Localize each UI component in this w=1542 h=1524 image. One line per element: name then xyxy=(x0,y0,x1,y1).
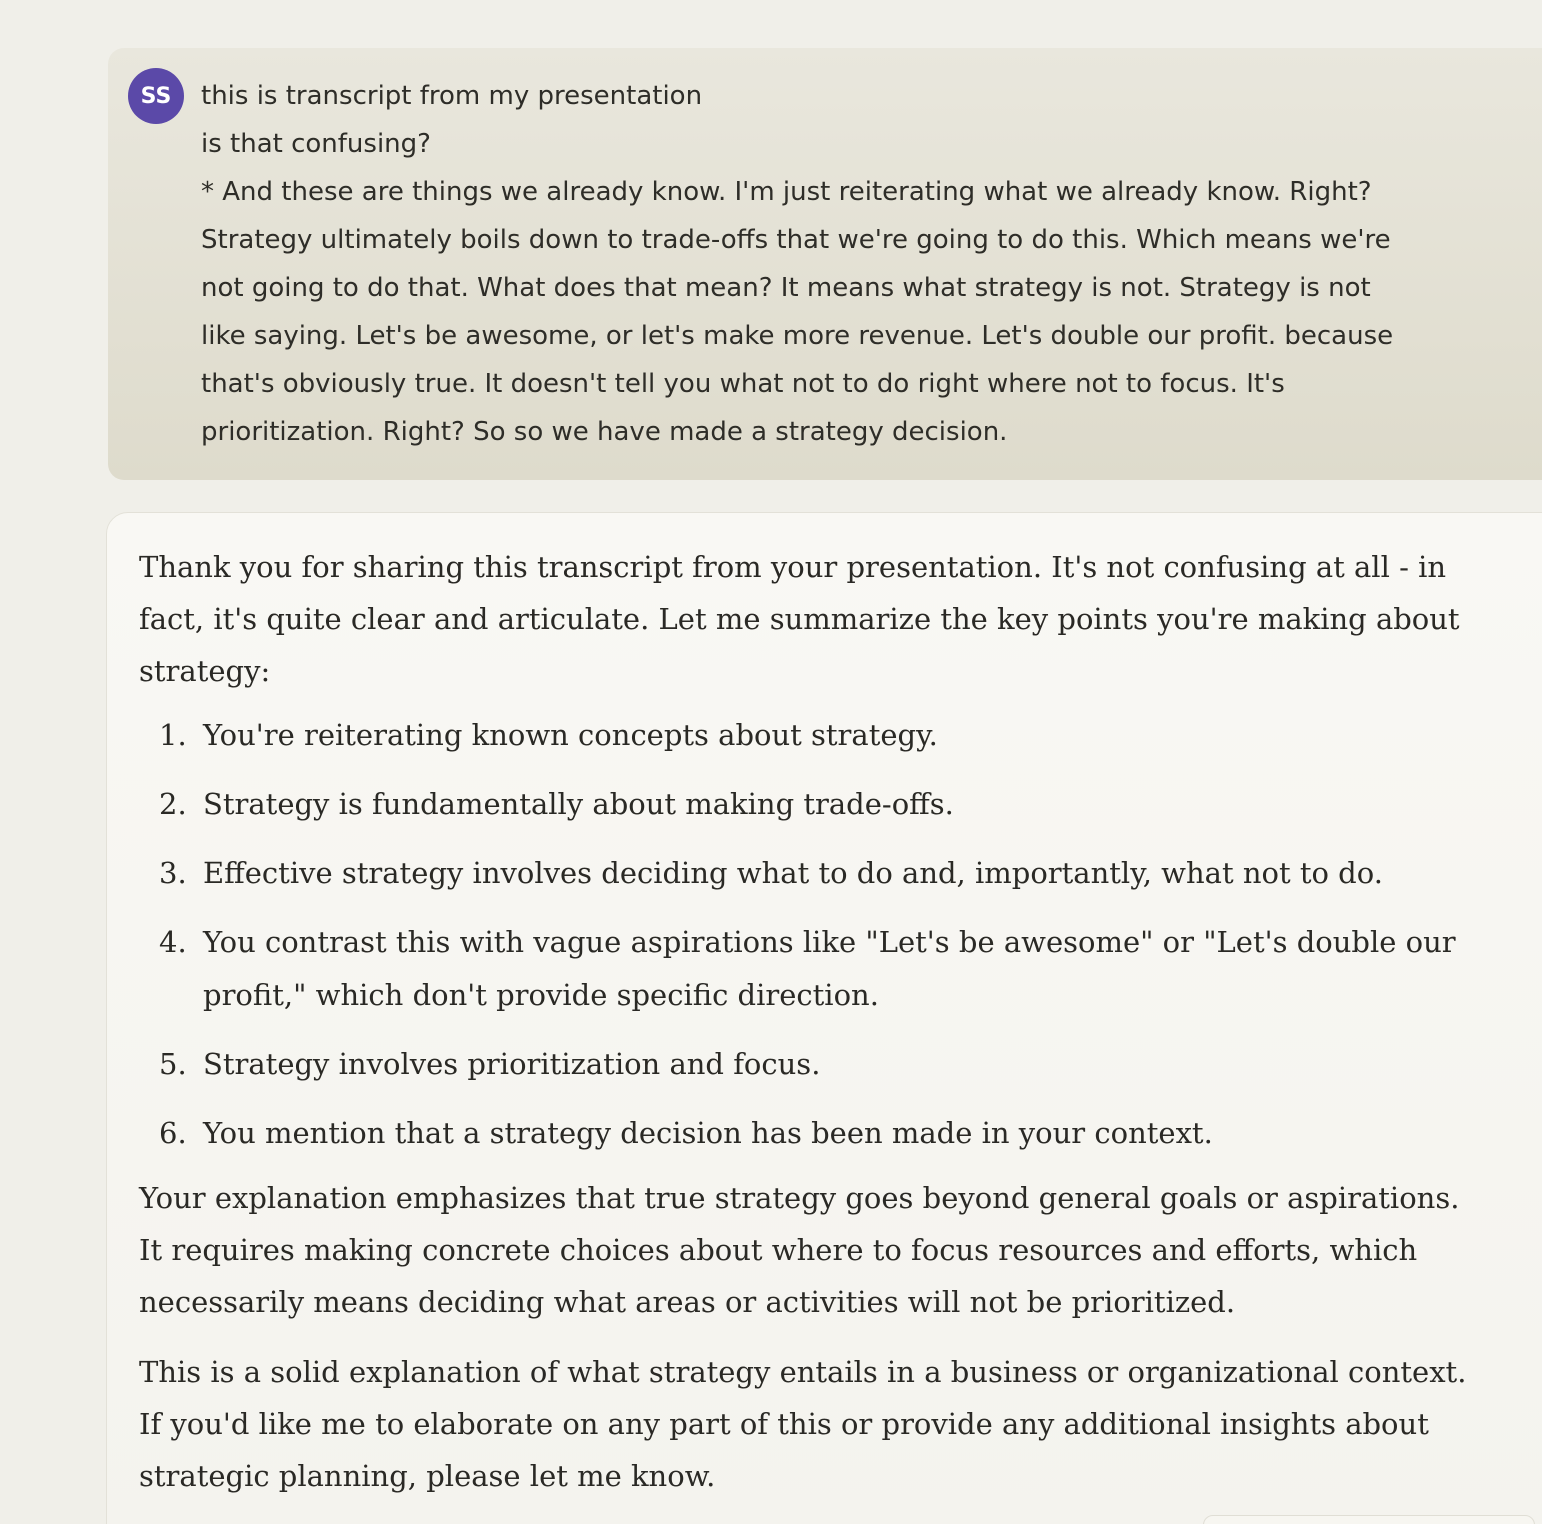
list-item-number: 2. xyxy=(159,787,187,821)
list-item xyxy=(139,1107,1459,1160)
list-item-text: You contrast this with vague aspirations like "Let's be awesome" or "Let's double our xyxy=(203,925,1456,959)
paragraph-line: necessarily means deciding what areas or activities will not be prioritized. xyxy=(139,1285,1236,1319)
list-item-text: You're reiterating known concepts about strategy. xyxy=(203,718,938,752)
list-item xyxy=(139,778,1459,831)
user-avatar[interactable]: SS xyxy=(128,68,184,124)
list-item-text: profit," which don't provide specific direction. xyxy=(203,978,879,1012)
assistant-paragraph-3 xyxy=(139,1346,1467,1502)
paragraph-line: It requires making concrete choices about where to focus resources and efforts, which xyxy=(139,1233,1418,1267)
assistant-message xyxy=(106,512,1542,1524)
assistant-paragraph-2 xyxy=(139,1172,1459,1328)
assistant-intro-paragraph xyxy=(139,541,1459,697)
user-message-line: * And these are things we already know. I'm just reiterating what we already know. Right? xyxy=(201,177,1372,207)
paragraph-line: This is a solid explanation of what strategy entails in a business or organizational context. xyxy=(139,1355,1467,1389)
list-item xyxy=(139,847,1459,900)
paragraph-line: Thank you for sharing this transcript from your presentation. It's not confusing at all - in xyxy=(139,550,1447,584)
user-message-line: like saying. Let's be awesome, or let's make more revenue. Let's double our profit. because xyxy=(201,321,1394,351)
list-item xyxy=(139,709,1459,762)
assistant-message-body xyxy=(139,541,1467,1502)
list-item-number: 5. xyxy=(159,1047,187,1081)
key-points-list xyxy=(139,709,1459,1160)
list-item-text: Effective strategy involves deciding what to do and, importantly, what not to do. xyxy=(203,856,1383,890)
paragraph-line: strategic planning, please let me know. xyxy=(139,1459,716,1493)
list-item-number: 1. xyxy=(159,718,187,752)
message-actions-bar[interactable] xyxy=(1203,1515,1535,1524)
paragraph-line: strategy: xyxy=(139,654,271,688)
list-item-text: You mention that a strategy decision has been made in your context. xyxy=(203,1116,1213,1150)
list-item-number: 3. xyxy=(159,856,187,890)
user-message-text xyxy=(201,72,1501,456)
paragraph-spacer xyxy=(139,1328,1459,1346)
paragraph-line: Your explanation emphasizes that true strategy goes beyond general goals or aspirations. xyxy=(139,1181,1460,1215)
list-item xyxy=(139,1038,1459,1091)
user-message-line: that's obviously true. It doesn't tell you what not to do right where not to focus. It's xyxy=(201,369,1285,399)
list-item xyxy=(139,916,1459,1022)
paragraph-line: fact, it's quite clear and articulate. Let me summarize the key points you're making about xyxy=(139,602,1460,636)
user-message-line: Strategy ultimately boils down to trade-offs that we're going to do this. Which means we're xyxy=(201,225,1391,255)
list-item-number: 4. xyxy=(159,925,187,959)
user-message-line: this is transcript from my presentation xyxy=(201,81,703,111)
user-message-line: not going to do that. What does that mean? It means what strategy is not. Strategy is not xyxy=(201,273,1371,303)
list-item-number: 6. xyxy=(159,1116,187,1150)
user-message-line: prioritization. Right? So so we have made a strategy decision. xyxy=(201,417,1008,447)
user-message-line: is that confusing? xyxy=(201,129,431,159)
list-item-text: Strategy is fundamentally about making trade-offs. xyxy=(203,787,954,821)
user-message xyxy=(108,48,1542,480)
paragraph-line: If you'd like me to elaborate on any part of this or provide any additional insights about xyxy=(139,1407,1429,1441)
list-item-text: Strategy involves prioritization and focus. xyxy=(203,1047,821,1081)
